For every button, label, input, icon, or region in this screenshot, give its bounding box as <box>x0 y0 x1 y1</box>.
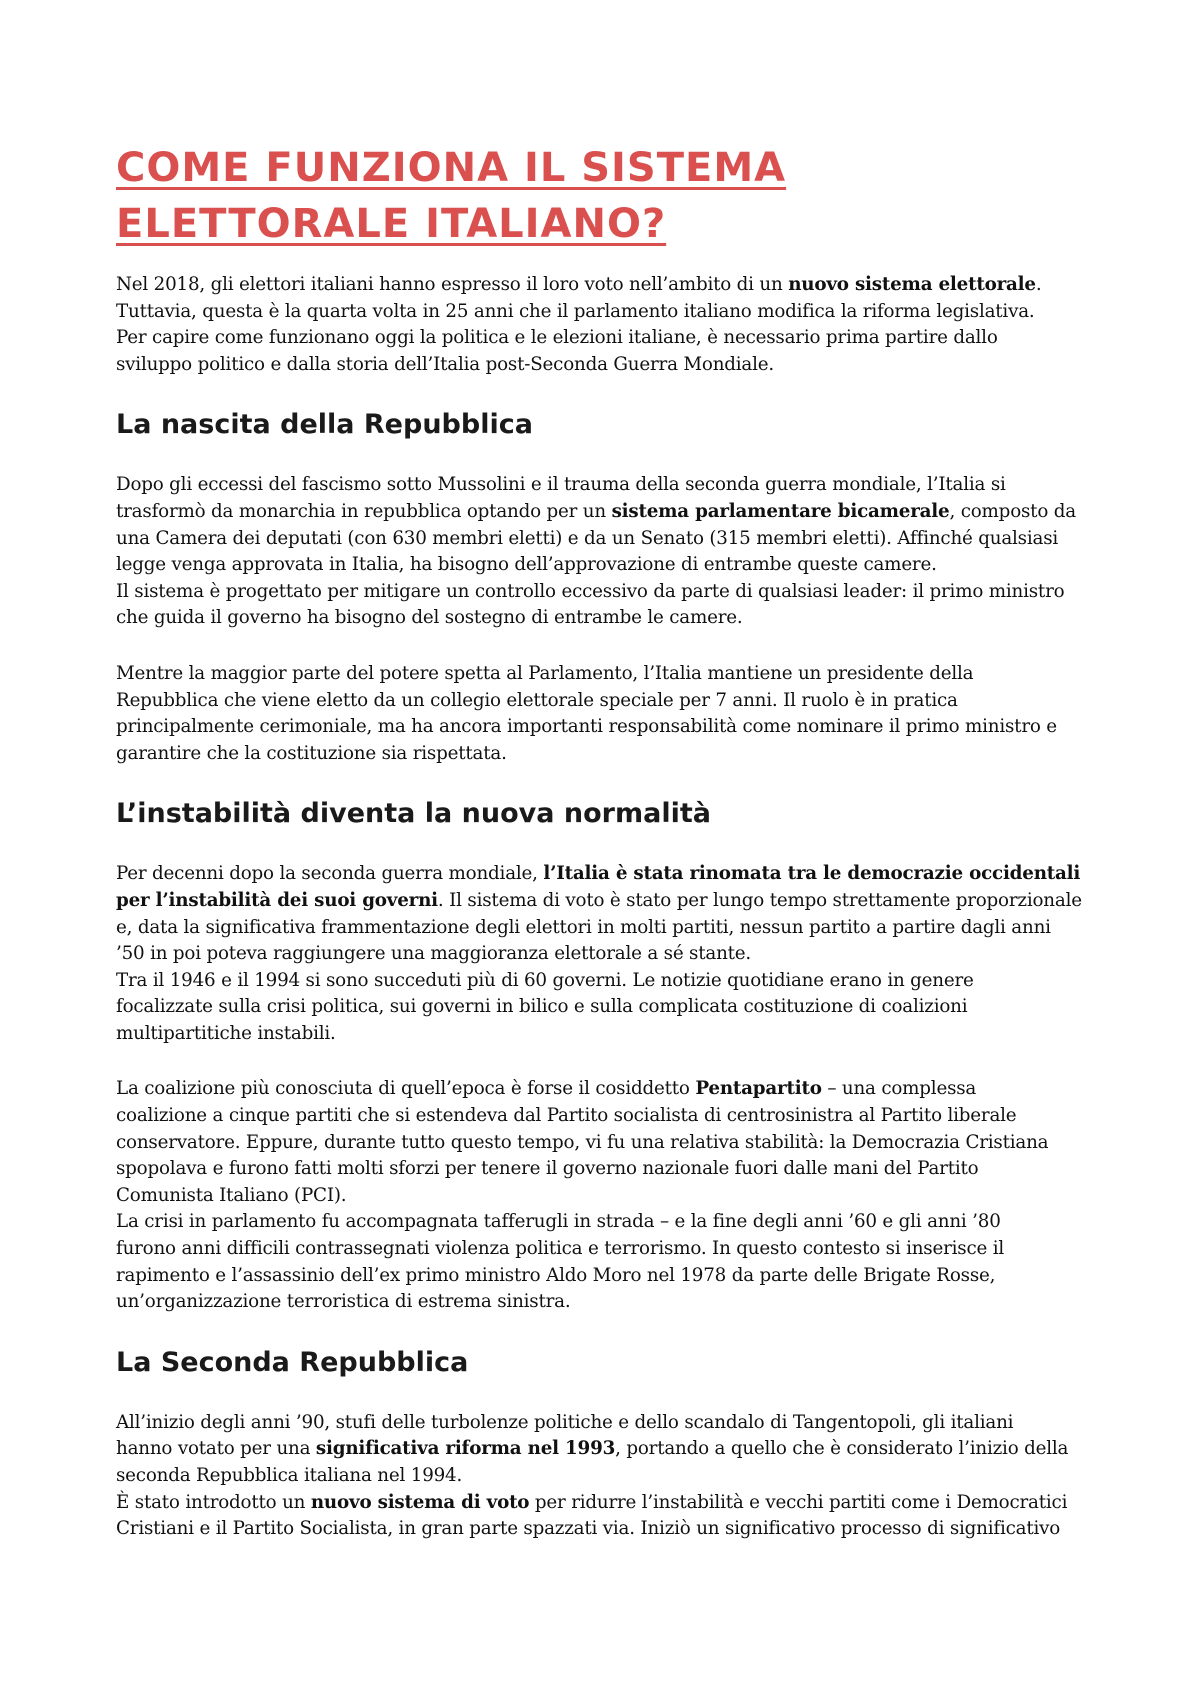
text-line <box>116 661 1096 688</box>
text-run: . Il sistema di voto è stato per lungo tempo strettamente proporzionale <box>437 889 1082 911</box>
text-run: conservatore. Eppure, durante tutto questo tempo, vi fu una relativa stabilità: la Democrazia Cristiana <box>116 1131 1049 1153</box>
text-line <box>116 968 1096 995</box>
body-paragraph <box>116 861 1096 1047</box>
text-run: È stato introdotto un <box>116 1491 311 1513</box>
body-paragraph <box>116 1410 1096 1543</box>
text-run: e, data la significativa frammentazione degli elettori in molti partiti, nessun partito a partire dagli anni <box>116 916 1051 938</box>
bold-text: nuovo sistema di voto <box>310 1491 530 1513</box>
text-run: , portando a quello che è considerato l’inizio della <box>615 1438 1069 1460</box>
text-run: Dopo gli eccessi del fascismo sotto Mussolini e il trauma della seconda guerra mondiale, l’Italia si <box>116 474 1006 496</box>
text-run: All’inizio degli anni ’90, stufi delle turbolenze politiche e dello scandalo di Tangentopoli, gli italiani <box>116 1411 1014 1433</box>
text-run: Per decenni dopo la seconda guerra mondiale, <box>116 863 544 885</box>
text-run: garantire che la costituzione sia rispettata. <box>116 742 507 764</box>
text-run: – una complessa <box>821 1078 977 1100</box>
bold-text: Pentapartito <box>695 1078 822 1100</box>
text-run: legge venga approvata in Italia, ha bisogno dell’approvazione di entrambe queste camere. <box>116 554 937 576</box>
section-heading-seconda-repubblica: La Seconda Repubblica <box>116 1346 469 1378</box>
text-run: La crisi in parlamento fu accompagnata tafferugli in strada – e la fine degli anni ’60 e gli anni ’80 <box>116 1211 1001 1233</box>
text-line <box>116 1289 1096 1316</box>
text-run: focalizzate sulla crisi politica, sui governi in bilico e sulla complicata costituzione di coalizioni <box>116 996 968 1018</box>
bold-text: l’Italia è stata rinomata tra le democrazie occidentali <box>543 863 1081 885</box>
text-line <box>116 1236 1096 1263</box>
text-run: Tuttavia, questa è la quarta volta in 25 anni che il parlamento italiano modifica la riforma legislativa. <box>116 300 1035 322</box>
text-run: La coalizione più conosciuta di quell’epoca è forse il cosiddetto <box>116 1078 696 1100</box>
text-run: , composto da <box>949 500 1076 522</box>
text-run: Il sistema è progettato per mitigare un controllo eccessivo da parte di qualsiasi leader: il primo ministro <box>116 580 1065 602</box>
text-line <box>116 325 1096 352</box>
text-line <box>116 941 1096 968</box>
text-line <box>116 861 1096 888</box>
text-line <box>116 1103 1096 1130</box>
text-run: per ridurre l’instabilità e vecchi partiti come i Democratici <box>529 1491 1068 1513</box>
bold-text: per l’instabilità dei suoi governi <box>116 889 438 911</box>
text-run: . <box>1035 274 1042 295</box>
text-run: Mentre la maggior parte del potere spetta al Parlamento, l’Italia mantiene un presidente della <box>116 662 974 684</box>
text-run: spopolava e furono fatti molti sforzi per tenere il governo nazionale fuori dalle mani del Partito <box>116 1158 979 1180</box>
text-line <box>116 526 1096 553</box>
text-line <box>116 1076 1096 1103</box>
text-run: ’50 in poi poteva raggiungere una maggioranza elettorale a sé stante. <box>116 943 752 965</box>
text-line <box>116 1410 1096 1437</box>
text-line <box>116 605 1096 632</box>
text-line <box>116 579 1096 606</box>
text-line <box>116 1021 1096 1048</box>
text-run: rapimento e l’assassinio dell’ex primo ministro Aldo Moro nel 1978 da parte delle Brigate Rosse, <box>116 1264 996 1286</box>
text-run: coalizione a cinque partiti che si estendeva dal Partito socialista di centrosinistra al Partito liberale <box>116 1105 1017 1127</box>
text-run: Nel 2018, gli elettori italiani hanno espresso il loro voto nell’ambito di un <box>116 274 789 295</box>
intro-paragraph <box>116 272 1096 378</box>
text-run: Per capire come funzionano oggi la politica e le elezioni italiane, è necessario prima partire dallo <box>116 327 998 349</box>
text-line <box>116 915 1096 942</box>
body-paragraph <box>116 1076 1096 1315</box>
text-run: Repubblica che viene eletto da un collegio elettorale speciale per 7 anni. Il ruolo è in pratica <box>116 689 958 711</box>
text-line <box>116 1436 1096 1463</box>
text-line <box>116 714 1096 741</box>
page-title <box>116 140 1096 252</box>
text-line <box>116 741 1096 768</box>
text-run: sviluppo politico e dalla storia dell’Italia post-Seconda Guerra Mondiale. <box>116 353 775 375</box>
text-run: una Camera dei deputati (con 630 membri eletti) e da un Senato (315 membri eletti). Affinché qualsiasi <box>116 527 1059 549</box>
bold-text: significativa riforma nel 1993 <box>315 1438 616 1460</box>
section-heading-nascita: La nascita della Repubblica <box>116 409 533 441</box>
text-run: che guida il governo ha bisogno del sostegno di entrambe le camere. <box>116 607 743 629</box>
title-line: COME FUNZIONA IL SISTEMA <box>116 145 787 191</box>
text-run: principalmente cerimoniale, ma ha ancora importanti responsabilità come nominare il primo ministro e <box>116 716 1057 738</box>
bold-text: sistema parlamentare bicamerale <box>611 500 950 522</box>
text-line <box>116 552 1096 579</box>
text-run: trasformò da monarchia in repubblica optando per un <box>116 500 612 522</box>
text-line <box>116 472 1096 499</box>
text-line <box>116 1463 1096 1490</box>
text-line <box>116 1130 1096 1157</box>
text-run: un’organizzazione terroristica di estrema sinistra. <box>116 1291 571 1313</box>
text-line <box>116 1263 1096 1290</box>
bold-text: nuovo sistema elettorale <box>788 274 1036 295</box>
body-paragraph <box>116 472 1096 632</box>
section-heading-instabilita: L’instabilità diventa la nuova normalità <box>116 798 711 830</box>
text-line <box>116 499 1096 526</box>
text-run: Cristiani e il Partito Socialista, in gran parte spazzati via. Iniziò un significativo processo di significativo <box>116 1518 1061 1540</box>
text-run: Comunista Italiano (PCI). <box>116 1184 347 1206</box>
text-run: Tra il 1946 e il 1994 si sono succeduti più di 60 governi. Le notizie quotidiane erano in genere <box>116 969 974 991</box>
text-line <box>116 1516 1096 1543</box>
document-page <box>116 140 1096 1543</box>
text-run: seconda Repubblica italiana nel 1994. <box>116 1465 463 1486</box>
text-line <box>116 299 1096 326</box>
text-line <box>116 1209 1096 1236</box>
body-paragraph <box>116 661 1096 767</box>
text-run: furono anni difficili contrassegnati violenza politica e terrorismo. In questo contesto si inserisce il <box>116 1238 1005 1260</box>
text-line <box>116 352 1096 379</box>
text-line <box>116 1183 1096 1210</box>
text-line <box>116 1156 1096 1183</box>
text-run: hanno votato per una <box>116 1438 316 1460</box>
title-line: ELETTORALE ITALIANO? <box>116 201 667 247</box>
text-line <box>116 272 1096 299</box>
text-line <box>116 688 1096 715</box>
text-line <box>116 994 1096 1021</box>
text-run: multipartitiche instabili. <box>116 1022 336 1044</box>
text-line <box>116 1490 1096 1517</box>
text-line <box>116 888 1096 915</box>
